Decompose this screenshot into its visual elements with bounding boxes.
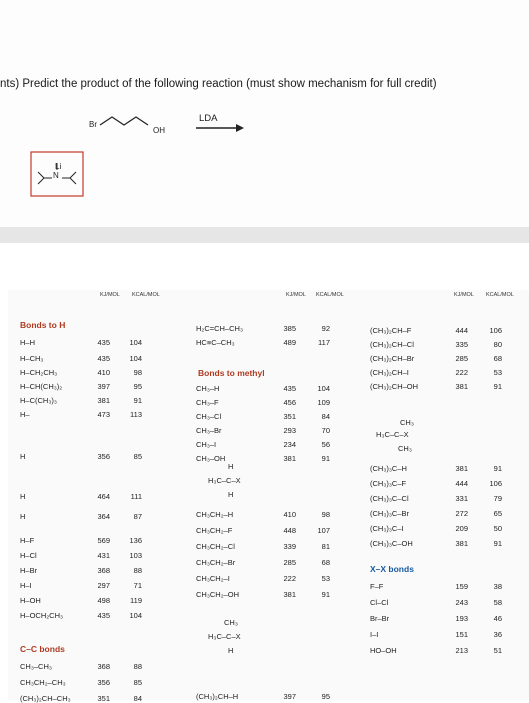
xx-row-3-kcal: 36 bbox=[493, 630, 502, 639]
xx-row-2-label: Br–Br bbox=[370, 614, 390, 623]
isopropyl-row-1-kcal: 80 bbox=[493, 340, 502, 349]
bonds-to-h-title: Bonds to H bbox=[20, 320, 66, 330]
col2-kj-header: KJ/MOL bbox=[286, 292, 306, 298]
ethyl-row-5-label: CH₃CH₂–OH bbox=[196, 590, 240, 599]
struct1-top: H bbox=[228, 462, 234, 471]
tbutyl-row-1-kcal: 106 bbox=[489, 479, 502, 488]
halide-row-2-kj: 368 bbox=[97, 566, 110, 575]
methyl-row-5-kj: 381 bbox=[283, 454, 296, 463]
ethyl-row-1-kj: 448 bbox=[283, 526, 296, 535]
tbutyl-row-3-kj: 272 bbox=[455, 509, 468, 518]
ethyl-row-0-kj: 410 bbox=[283, 510, 296, 519]
col2-last-row-kj: 397 bbox=[283, 692, 296, 701]
h-bond-row-3-kcal: 95 bbox=[133, 382, 142, 391]
halide-row-5-label: H–OCH₂CH₃ bbox=[20, 611, 64, 620]
ethyl-row-5-kj: 381 bbox=[283, 590, 296, 599]
h-bond-row-7-kcal: 111 bbox=[130, 492, 142, 501]
page-gap bbox=[0, 243, 529, 290]
struct1-bot: H bbox=[228, 490, 234, 499]
isopropyl-row-0-kj: 444 bbox=[455, 326, 468, 335]
substrate-br-label: Br bbox=[89, 120, 97, 129]
alkene-row-1-kcal: 117 bbox=[318, 338, 330, 347]
xx-row-4-kcal: 51 bbox=[493, 646, 502, 655]
h-bond-row-7-label: H bbox=[20, 492, 26, 501]
cc-row-0-kcal: 88 bbox=[133, 662, 142, 671]
h-bond-row-2-kcal: 98 bbox=[133, 368, 142, 377]
reagent-label: LDA bbox=[199, 113, 218, 124]
halide-row-1-kcal: 103 bbox=[129, 551, 142, 560]
halide-row-2-kcal: 88 bbox=[133, 566, 142, 575]
cc-row-2-kj: 351 bbox=[97, 694, 110, 703]
h-bond-row-5-kcal: 113 bbox=[130, 410, 142, 419]
isopropyl-row-4-kcal: 91 bbox=[493, 382, 502, 391]
halide-row-0-label: H–F bbox=[20, 536, 35, 545]
col2-kcal-header: KCAL/MOL bbox=[316, 292, 344, 298]
h-bond-row-8-label: H bbox=[20, 512, 26, 521]
struct2-bot: H bbox=[228, 646, 234, 655]
question-text: nts) Predict the product of the following reaction (must show mechanism for full credit) bbox=[0, 78, 437, 90]
base-n-label: N bbox=[53, 171, 59, 180]
halide-row-4-label: H–OH bbox=[20, 596, 41, 605]
isopropyl-row-0-label: (CH₃)₂CH–F bbox=[370, 326, 412, 335]
ethyl-row-2-kcal: 81 bbox=[321, 542, 330, 551]
methyl-row-1-kj: 456 bbox=[283, 398, 296, 407]
methyl-row-2-kj: 351 bbox=[283, 412, 296, 421]
h-bond-row-0-kcal: 104 bbox=[129, 338, 142, 347]
halide-row-1-label: H–Cl bbox=[20, 551, 37, 560]
h-bond-row-4-label: H–C(CH₃)₃ bbox=[20, 396, 57, 405]
xx-row-2-kj: 193 bbox=[455, 614, 468, 623]
cc-bonds-title: C–C bonds bbox=[20, 644, 65, 654]
halide-row-5-kj: 435 bbox=[97, 611, 110, 620]
col1-kj-header: KJ/MOL bbox=[100, 292, 120, 298]
ethyl-row-3-kj: 285 bbox=[283, 558, 296, 567]
ethyl-row-1-kcal: 107 bbox=[317, 526, 330, 535]
xx-bonds-title: X–X bonds bbox=[370, 564, 414, 574]
xx-row-3-label: I–I bbox=[370, 630, 379, 639]
h-bond-row-4-kj: 381 bbox=[97, 396, 110, 405]
ethyl-row-5-kcal: 91 bbox=[321, 590, 330, 599]
col2-last-row-kcal: 95 bbox=[321, 692, 330, 701]
halide-row-4-kcal: 119 bbox=[130, 596, 142, 605]
h-bond-row-3-label: H–CH(CH₃)₂ bbox=[20, 382, 63, 391]
isopropyl-row-4-kj: 381 bbox=[455, 382, 468, 391]
faded-strip bbox=[0, 227, 529, 243]
xx-row-1-kcal: 58 bbox=[493, 598, 502, 607]
h-bond-row-0-kj: 435 bbox=[97, 338, 110, 347]
col3-kj-header: KJ/MOL bbox=[454, 292, 474, 298]
isopropyl-row-0-kcal: 106 bbox=[489, 326, 502, 335]
cc-row-1-kj: 356 bbox=[97, 678, 110, 687]
ethyl-row-2-label: CH₃CH₂–Cl bbox=[196, 542, 235, 551]
h-bond-row-6-kcal: 85 bbox=[133, 452, 142, 461]
bond-energy-table bbox=[8, 290, 529, 703]
methyl-row-4-kcal: 56 bbox=[321, 440, 330, 449]
alkene-row-0-kj: 385 bbox=[283, 324, 296, 333]
h-bond-row-1-label: H–CH₃ bbox=[20, 354, 44, 363]
isopropyl-row-2-kj: 285 bbox=[455, 354, 468, 363]
tbutyl-row-1-kj: 444 bbox=[455, 479, 468, 488]
tbutyl-row-4-kcal: 50 bbox=[493, 524, 502, 533]
struct2-mid: H₃C–C–X bbox=[208, 632, 241, 641]
xx-row-1-kj: 243 bbox=[455, 598, 468, 607]
struct1-mid: H₃C–C–X bbox=[208, 476, 241, 485]
methyl-row-1-label: CH₃–F bbox=[196, 398, 219, 407]
tbutyl-row-4-kj: 209 bbox=[455, 524, 468, 533]
h-bond-row-3-kj: 397 bbox=[97, 382, 110, 391]
cc-row-2-label: (CH₃)₂CH–CH₃ bbox=[20, 694, 71, 703]
tbutyl-row-2-label: (CH₃)₃C–Cl bbox=[370, 494, 409, 503]
methyl-row-3-kcal: 70 bbox=[321, 426, 330, 435]
xx-row-4-label: HO–OH bbox=[370, 646, 397, 655]
tbutyl-row-2-kcal: 79 bbox=[493, 494, 502, 503]
isopropyl-row-3-kj: 222 bbox=[455, 368, 468, 377]
substrate-chain bbox=[100, 117, 148, 125]
tbutyl-row-5-label: (CH₃)₃C–OH bbox=[370, 539, 413, 548]
tbutyl-row-5-kcal: 91 bbox=[493, 539, 502, 548]
methyl-row-3-label: CH₃–Br bbox=[196, 426, 222, 435]
halide-row-3-kcal: 71 bbox=[133, 581, 142, 590]
substrate-oh-label: OH bbox=[153, 126, 165, 135]
halide-row-5-kcal: 104 bbox=[129, 611, 142, 620]
xx-row-1-label: Cl–Cl bbox=[370, 598, 389, 607]
h-bond-row-6-kj: 356 bbox=[97, 452, 110, 461]
methyl-row-0-kj: 435 bbox=[283, 384, 296, 393]
h-bond-row-1-kcal: 104 bbox=[129, 354, 142, 363]
ethyl-row-3-label: CH₃CH₂–Br bbox=[196, 558, 236, 567]
isopropyl-row-1-kj: 335 bbox=[455, 340, 468, 349]
halide-row-3-label: H–I bbox=[20, 581, 32, 590]
methyl-row-5-kcal: 91 bbox=[321, 454, 330, 463]
halide-row-0-kcal: 136 bbox=[129, 536, 142, 545]
h-bond-row-2-kj: 410 bbox=[97, 368, 110, 377]
alkene-row-0-label: H₂C=CH–CH₃ bbox=[196, 324, 244, 333]
alkene-row-0-kcal: 92 bbox=[321, 324, 330, 333]
h-bond-row-2-label: H–CH₂CH₃ bbox=[20, 368, 58, 377]
isopropyl-row-2-kcal: 68 bbox=[493, 354, 502, 363]
h-bond-row-1-kj: 435 bbox=[97, 354, 110, 363]
methyl-row-5-label: CH₃–OH bbox=[196, 454, 226, 463]
xx-row-2-kcal: 46 bbox=[493, 614, 502, 623]
h-bond-row-5-label: H– bbox=[20, 410, 30, 419]
struct3-top: CH₃ bbox=[400, 418, 414, 427]
isopropyl-row-3-kcal: 53 bbox=[493, 368, 502, 377]
tbutyl-row-4-label: (CH₃)₃C–I bbox=[370, 524, 404, 533]
h-bond-row-8-kj: 364 bbox=[97, 512, 110, 521]
struct3-mid: H₃C–C–X bbox=[376, 430, 409, 439]
cc-row-0-label: CH₃–CH₃ bbox=[20, 662, 52, 671]
h-bond-row-5-kj: 473 bbox=[97, 410, 110, 419]
tbutyl-row-3-kcal: 65 bbox=[493, 509, 502, 518]
tbutyl-row-0-kcal: 91 bbox=[493, 464, 502, 473]
ethyl-row-4-label: CH₃CH₂–I bbox=[196, 574, 230, 583]
halide-row-0-kj: 569 bbox=[97, 536, 110, 545]
base-li-label: Li bbox=[55, 162, 62, 171]
h-bond-row-8-kcal: 87 bbox=[133, 512, 142, 521]
ethyl-row-0-kcal: 98 bbox=[321, 510, 330, 519]
tbutyl-row-3-label: (CH₃)₃C–Br bbox=[370, 509, 410, 518]
ethyl-row-1-label: CH₃CH₂–F bbox=[196, 526, 233, 535]
isopropyl-row-3-label: (CH₃)₂CH–I bbox=[370, 368, 409, 377]
h-bond-row-7-kj: 464 bbox=[97, 492, 110, 501]
methyl-row-2-label: CH₃–Cl bbox=[196, 412, 222, 421]
methyl-row-0-kcal: 104 bbox=[317, 384, 330, 393]
isopropyl-row-4-label: (CH₃)₂CH–OH bbox=[370, 382, 419, 391]
cc-row-0-kj: 368 bbox=[97, 662, 110, 671]
ethyl-row-4-kj: 222 bbox=[283, 574, 296, 583]
arrow-head bbox=[236, 124, 244, 132]
isopropyl-row-2-label: (CH₃)₂CH–Br bbox=[370, 354, 415, 363]
xx-row-0-kj: 159 bbox=[455, 582, 468, 591]
alkene-row-1-label: HC≡C–CH₃ bbox=[196, 338, 235, 347]
ethyl-row-4-kcal: 53 bbox=[321, 574, 330, 583]
cc-row-2-kcal: 84 bbox=[133, 694, 142, 703]
xx-row-0-label: F–F bbox=[370, 582, 384, 591]
col3-kcal-header: KCAL/MOL bbox=[486, 292, 514, 298]
halide-row-3-kj: 297 bbox=[97, 581, 110, 590]
xx-row-4-kj: 213 bbox=[455, 646, 468, 655]
methyl-row-4-kj: 234 bbox=[283, 440, 296, 449]
halide-row-1-kj: 431 bbox=[97, 551, 110, 560]
methyl-row-2-kcal: 84 bbox=[321, 412, 330, 421]
bonds-to-methyl-title: Bonds to methyl bbox=[198, 368, 265, 378]
methyl-row-0-label: CH₃–H bbox=[196, 384, 220, 393]
h-bond-row-6-label: H bbox=[20, 452, 26, 461]
tbutyl-row-1-label: (CH₃)₃C–F bbox=[370, 479, 407, 488]
alkene-row-1-kj: 489 bbox=[283, 338, 296, 347]
isopropyl-row-1-label: (CH₃)₂CH–Cl bbox=[370, 340, 414, 349]
h-bond-row-0-label: H–H bbox=[20, 338, 36, 347]
struct3-bot: CH₃ bbox=[398, 444, 412, 453]
ethyl-row-2-kj: 339 bbox=[283, 542, 296, 551]
methyl-row-4-label: CH₃–I bbox=[196, 440, 217, 449]
cc-row-1-kcal: 85 bbox=[133, 678, 142, 687]
tbutyl-row-2-kj: 331 bbox=[455, 494, 468, 503]
ethyl-row-3-kcal: 68 bbox=[321, 558, 330, 567]
tbutyl-row-5-kj: 381 bbox=[455, 539, 468, 548]
xx-row-0-kcal: 38 bbox=[493, 582, 502, 591]
cc-row-1-label: CH₃CH₂–CH₃ bbox=[20, 678, 66, 687]
halide-row-2-label: H–Br bbox=[20, 566, 38, 575]
methyl-row-3-kj: 293 bbox=[283, 426, 296, 435]
h-bond-row-4-kcal: 91 bbox=[133, 396, 142, 405]
methyl-row-1-kcal: 109 bbox=[317, 398, 330, 407]
tbutyl-row-0-kj: 381 bbox=[455, 464, 468, 473]
tbutyl-row-0-label: (CH₃)₃C–H bbox=[370, 464, 407, 473]
col1-kcal-header: KCAL/MOL bbox=[132, 292, 160, 298]
reaction-scheme bbox=[0, 0, 260, 230]
halide-row-4-kj: 498 bbox=[97, 596, 110, 605]
col2-last-row-label: (CH₃)₂CH–H bbox=[196, 692, 239, 701]
struct2-top: CH₃ bbox=[224, 618, 238, 627]
ethyl-row-0-label: CH₃CH₂–H bbox=[196, 510, 234, 519]
xx-row-3-kj: 151 bbox=[455, 630, 468, 639]
